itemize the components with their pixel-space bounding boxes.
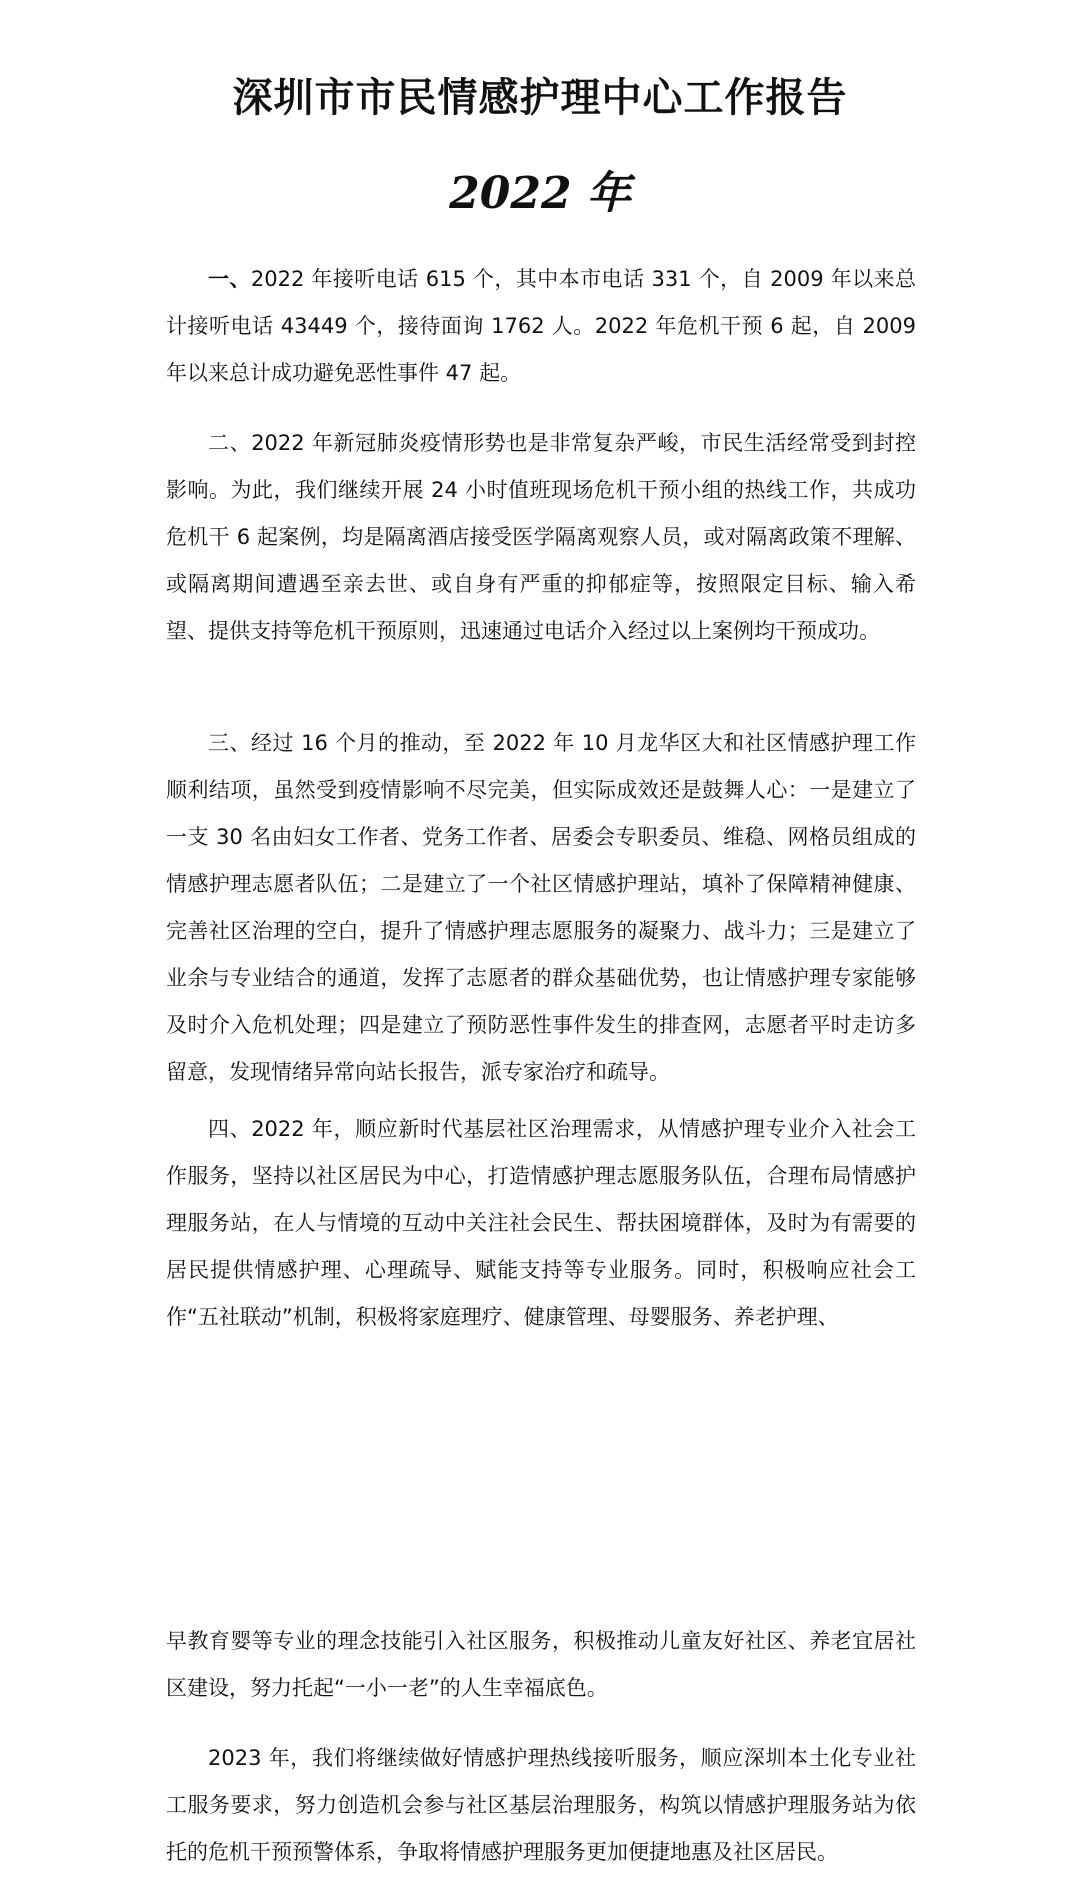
document-year: 2022 年 bbox=[449, 168, 631, 219]
paragraph-3: 三、经过 16 个月的推动，至 2022 年 10 月龙华区大和社区情感护理工作顺利结项，虽然受到疫情影响不尽完美，但实际成效还是鼓舞人心：一是建立了一支 30 名由妇女工作者、党务工作者、居委会专职委员、维稳、网格员组成的情感护理志愿者队伍；二是建立了一个社区情感护理站，填补了保障精神健康、完善社区治理的空白，提升了情感护理志愿服务的凝聚力、战斗力；三是建立了业余与专业结合的通道，发挥了志愿者的群众基础优势，也让情感护理专家能够及时介入危机处理；四是建立了预防恶性事件发生的排查网，志愿者平时走访多留意，发现情绪异常向站长报告，派专家治疗和疏导。 bbox=[166, 731, 916, 1084]
paragraph-1-text: 2022 年接听电话 615 个，其中本市电话 331 个，自 2009 年以来总计接听电话 43449 个，接待面询 1762 人。2022 年危机干预 6 起，自 2009 年以来总计成功避免恶性事件 47 起。 bbox=[166, 267, 916, 385]
paragraph-5: 2023 年，我们将继续做好情感护理热线接听服务，顺应深圳本土化专业社工服务要求，努力创造机会参与社区基层治理服务，构筑以情感护理服务站为依托的危机干预预警体系，争取将情感护理服务更加便捷地惠及社区居民。 bbox=[166, 1746, 916, 1864]
paragraph-1 bbox=[166, 256, 916, 397]
paragraph-4: 四、2022 年，顺应新时代基层社区治理需求，从情感护理专业介入社会工作服务，坚持以社区居民为中心，打造情感护理志愿服务队伍，合理布局情感护理服务站，在人与情境的互动中关注社会民生、帮扶困境群体，及时为有需要的居民提供情感护理、心理疏导、赋能支持等专业服务。同时，积极响应社会工作“五社联动”机制，积极将家庭理疗、健康管理、母婴服务、养老护理、 bbox=[166, 1117, 916, 1329]
paragraph-1-lead: 一、 bbox=[208, 267, 251, 291]
document-title: 深圳市市民情感护理中心工作报告 bbox=[232, 75, 848, 121]
paragraph-4-continued: 早教育婴等专业的理念技能引入社区服务，积极推动儿童友好社区、养老宜居社区建设，努力托起“一小一老”的人生幸福底色。 bbox=[166, 1629, 916, 1700]
paragraph-2: 二、2022 年新冠肺炎疫情形势也是非常复杂严峻，市民生活经常受到封控影响。为此，我们继续开展 24 小时值班现场危机干预小组的热线工作，共成功危机干 6 起案例，均是隔离酒店接受医学隔离观察人员，或对隔离政策不理解、或隔离期间遭遇至亲去世、或自身有严重的抑郁症等，按照限定目标、输入希望、提供支持等危机干预原则，迅速通过电话介入经过以上案例均干预成功。 bbox=[166, 431, 916, 643]
